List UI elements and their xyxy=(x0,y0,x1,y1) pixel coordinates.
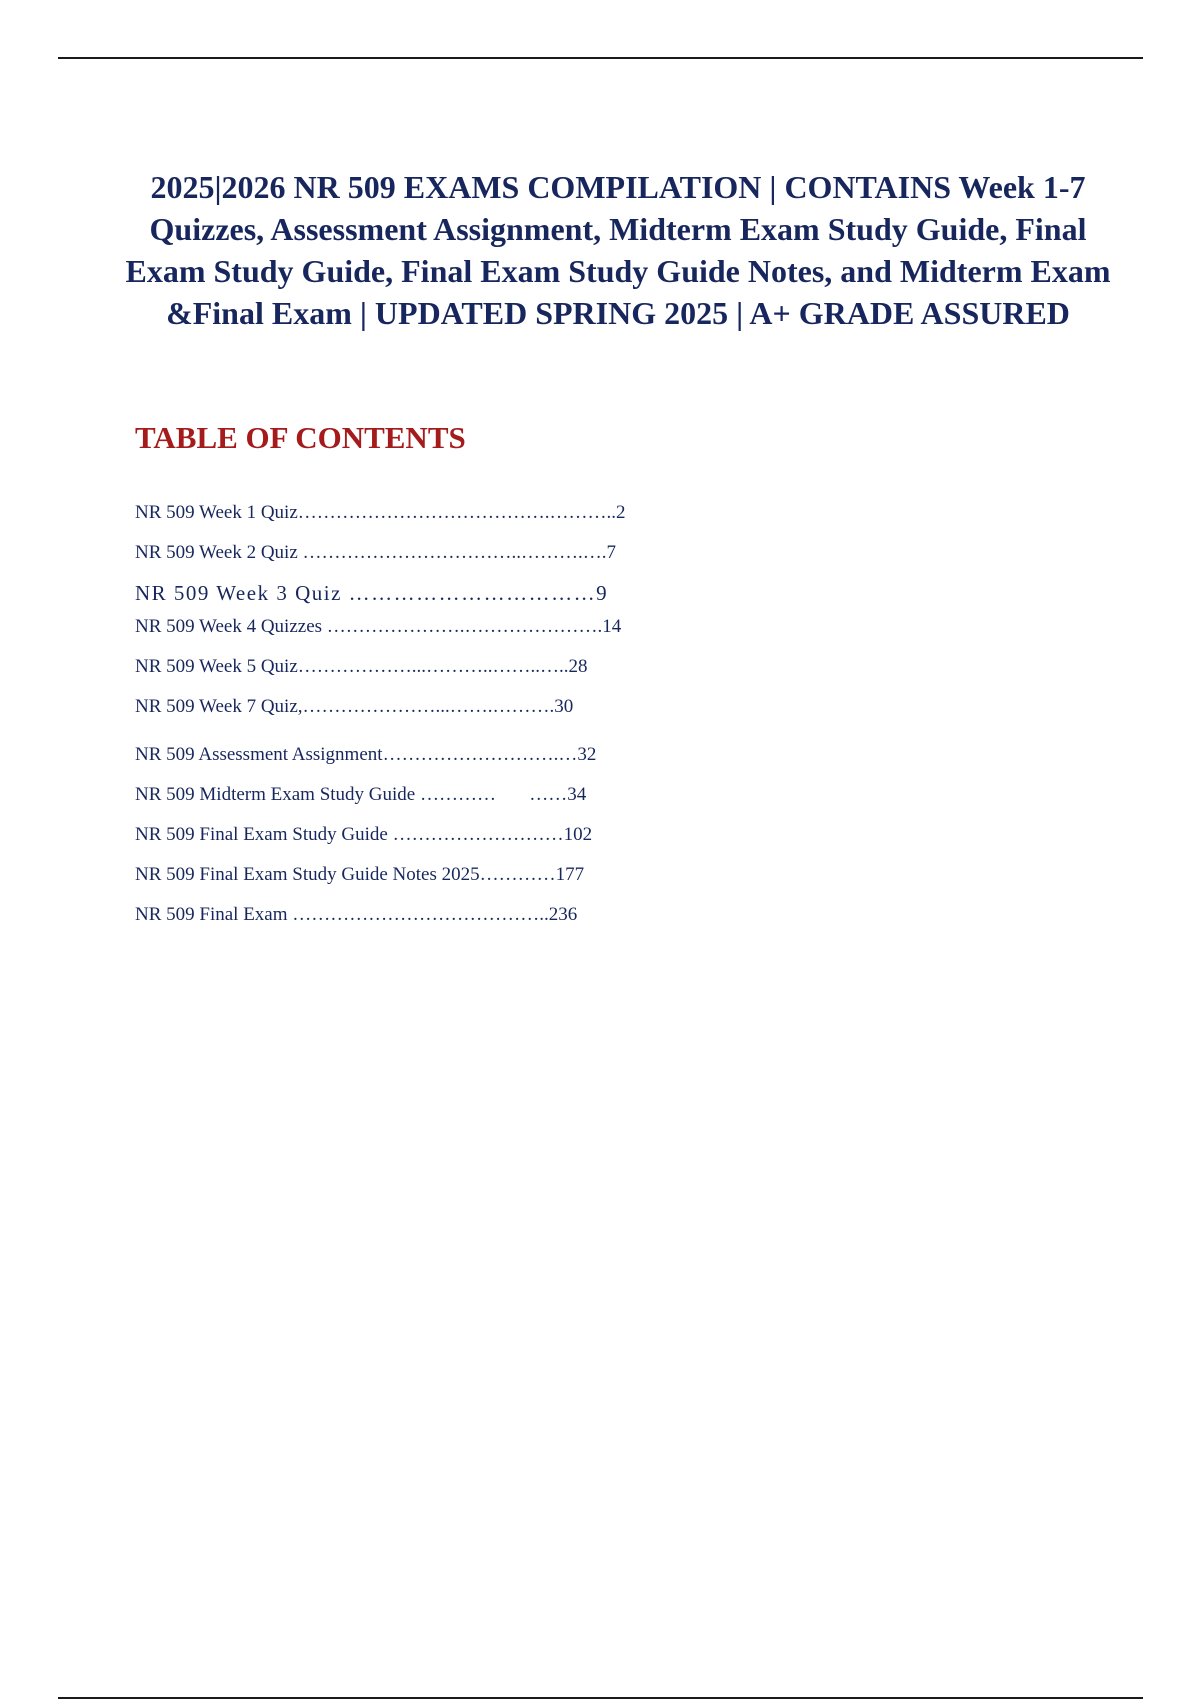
toc-entry-leader-page: ………………………102 xyxy=(387,824,593,845)
toc-entry-week-7-quiz[interactable] xyxy=(135,695,573,719)
toc-entry-label: NR 509 Week 7 Quiz, xyxy=(135,696,303,717)
toc-entry-label: NR 509 Week 3 Quiz xyxy=(135,581,342,605)
toc-entry-week-2-quiz[interactable] xyxy=(135,541,616,565)
toc-entry-leader-page: ……………………………9 xyxy=(341,581,609,605)
top-rule xyxy=(58,57,1143,59)
toc-entry-label: NR 509 Midterm Exam Study Guide xyxy=(135,784,416,805)
toc-entry-leader-page: ……………………………..……….….7 xyxy=(297,542,617,563)
toc-entry-week-3-quiz[interactable] xyxy=(135,581,608,605)
toc-heading: TABLE OF CONTENTS xyxy=(135,420,466,455)
toc-entry-leader-page: ………………………………….………..2 xyxy=(297,502,626,523)
toc-entry-label: NR 509 Week 5 Quiz xyxy=(135,656,298,677)
toc-entry-label: NR 509 Final Exam Study Guide xyxy=(135,824,388,845)
toc-entry-label: NR 509 Final Exam Study Guide Notes 2025 xyxy=(135,864,480,885)
document-title: 2025|2026 NR 509 EXAMS COMPILATION | CONTAINS Week 1-7 Quizzes, Assessment Assignment, Midterm Exam Study Guide, Final Exam Study Guide, Final Exam Study Guide Notes, and Midterm Exam &Final Exam | UPDATED SPRING 2025 | A+ GRADE ASSURED xyxy=(125,169,1111,331)
toc-entry-leader-page: ………………...………..……..…..28 xyxy=(297,656,588,677)
toc-entry-label: NR 509 Week 2 Quiz xyxy=(135,542,298,563)
toc-entry-label: NR 509 Week 4 Quizzes xyxy=(135,616,323,637)
toc-entry-final-study-guide[interactable] xyxy=(135,823,592,847)
toc-entry-label: NR 509 Assessment Assignment xyxy=(135,744,383,765)
toc-entry-leader-page: …………………………………..236 xyxy=(287,904,578,925)
toc-entry-assessment-assignment[interactable] xyxy=(135,743,596,767)
toc-entry-leader-page: ……………………….…32 xyxy=(382,744,597,765)
toc-entry-midterm-study-guide[interactable] xyxy=(135,783,586,807)
toc-entry-leader-page: …………………...…….……….30 xyxy=(302,696,574,717)
toc-entry-leader-page: …………177 xyxy=(479,864,585,885)
bottom-rule xyxy=(58,1697,1143,1699)
toc-entry-final-exam[interactable] xyxy=(135,903,577,927)
toc-entry-leader-page: ………… ……34 xyxy=(415,784,587,805)
toc-entry-final-study-guide-notes[interactable] xyxy=(135,863,584,887)
toc-entry-week-1-quiz[interactable] xyxy=(135,501,626,525)
toc-entry-leader-page: ………………….………………….14 xyxy=(322,616,622,637)
toc-entry-label: NR 509 Final Exam xyxy=(135,904,288,925)
toc-entry-week-4-quizzes[interactable] xyxy=(135,615,621,639)
toc-entry-label: NR 509 Week 1 Quiz xyxy=(135,502,298,523)
toc-entry-week-5-quiz[interactable] xyxy=(135,655,588,679)
